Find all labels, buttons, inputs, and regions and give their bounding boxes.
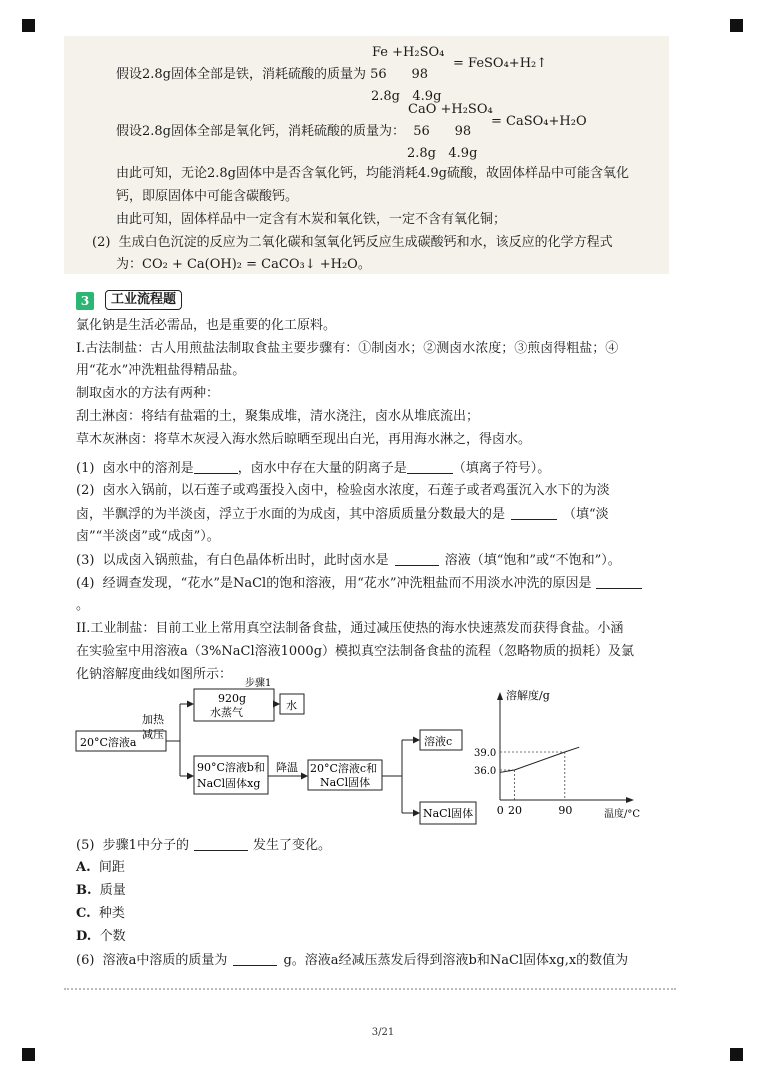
option-letter: B.: [76, 883, 92, 898]
x-tick-0: 0: [496, 804, 504, 817]
conclusion-2: 由此可知，固体样品中一定含有木炭和氧化铁，一定不含有氧化铜；: [116, 212, 507, 227]
option-letter: A.: [76, 860, 91, 875]
y-tick-1: 36.0: [474, 766, 497, 777]
fe-equation-right: = FeSO₄+H₂↑: [453, 56, 548, 71]
flow-nacl-solid: NaCl固体: [423, 807, 474, 820]
q5-text-b: 发生了变化。: [252, 838, 331, 853]
q4-text-a: (4) 经调查发现，“花水”是NaCl的饱和溶液，用“花水”冲洗粗盐而不用淡水冲洗的原因是: [76, 576, 592, 591]
intro-line-5: 刮土淋卤：将结有盐霜的土，聚集成堆，清水浇注，卤水从堆底流出；: [76, 409, 480, 424]
flow-water-label: 水: [286, 699, 297, 712]
q3-text-b: 溶液（填“饱和”或“不饱和”）。: [444, 553, 621, 568]
q4-end: 。: [76, 598, 90, 613]
flow-pressure-label: 减压: [142, 728, 164, 741]
footer-divider: [64, 988, 676, 990]
page-number: 3/21: [371, 1027, 395, 1038]
option-text: 个数: [99, 929, 126, 944]
fe-line: 假设2.8g固体全部是铁，消耗硫酸的质量为 56 98: [116, 67, 429, 82]
q6-text-b: g。溶液a经减压蒸发后得到溶液b和NaCl固体xg,x的数值为: [283, 953, 629, 968]
q2-text-b: （填“淡: [563, 507, 609, 522]
part2-intro-3: 化钠溶解度曲线如图所示：: [76, 667, 233, 682]
fe-masses: 2.8g 4.9g: [371, 89, 442, 104]
option-letter: D.: [76, 929, 92, 944]
cao-line: 假设2.8g固体全部是氧化钙，消耗硫酸的质量为： 56 98: [116, 124, 472, 139]
cao-masses: 2.8g 4.9g: [407, 146, 478, 161]
cao-equation-top: CaO +H₂SO₄: [408, 102, 493, 117]
q1-text-c: （填离子符号）。: [452, 461, 551, 476]
q6-text-a: (6) 溶液a中溶质的质量为: [76, 953, 228, 968]
q5-text-a: (5) 步骤1中分子的: [76, 838, 189, 853]
x-tick-20: 20: [508, 804, 522, 817]
section-title: 工业流程题: [105, 290, 182, 310]
flow-mix-c-line2: NaCl固体: [320, 776, 371, 789]
flow-mix-b-line1: 90°C溶液b和: [197, 761, 265, 774]
q3-text-a: (3) 以成卤入锅煎盐，有白色晶体析出时，此时卤水是: [76, 553, 389, 568]
q2-line-3: 卤”“半淡卤”或“成卤”）。: [76, 529, 220, 544]
q5-blank[interactable]: [194, 836, 248, 851]
option-text: 质量: [99, 883, 126, 898]
flow-steam-mass: 920g: [218, 692, 247, 705]
intro-line-4: 制取卤水的方法有两种：: [76, 386, 220, 401]
intro-line-2: I.古法制盐：古人用煎盐法制取食盐主要步骤有：①制卤水；②测卤水浓度；③煎卤得粗盐；④: [76, 341, 619, 356]
solubility-chart: [470, 686, 650, 822]
q5-option-a[interactable]: [76, 859, 125, 877]
flow-start-label: 20°C溶液a: [80, 736, 137, 749]
part2-intro-2: 在实验室中用溶液a（3%NaCl溶液1000g）模拟真空法制备食盐的流程（忽略物质的损耗）及氯: [76, 644, 635, 659]
chart-x-arrow: [626, 797, 634, 803]
fe-equation-top: Fe +H₂SO₄: [372, 45, 445, 60]
solubility-curve: [500, 747, 579, 772]
flow-mix-b-line2: NaCl固体xg: [197, 777, 261, 790]
flow-mix-c-line1: 20°C溶液c和: [310, 762, 378, 775]
part2-line-a: (2) 生成白色沉淀的反应为二氧化碳和氢氧化钙反应生成碳酸钙和水，该反应的化学方程式: [92, 235, 613, 250]
flow-cool-label: 降温: [276, 761, 298, 774]
section-number-badge: 3: [76, 292, 94, 310]
q5-option-c[interactable]: [76, 905, 125, 923]
q1-text-b: ，卤水中存在大量的阴离子是: [237, 461, 407, 476]
q2-line-1: (2) 卤水入锅前，以石莲子或鸡蛋投入卤中，检验卤水浓度，石莲子或者鸡蛋沉入水下的为淡: [76, 483, 610, 498]
option-letter: C.: [76, 906, 91, 921]
question-6: [76, 951, 628, 970]
conclusion-1a: 由此可知，无论2.8g固体中是否含氧化钙，均能消耗4.9g硫酸，故固体样品中可能含氧化: [116, 166, 629, 181]
chart-y-arrow: [497, 692, 503, 700]
conclusion-1b: 钙，即原固体中可能含碳酸钙。: [116, 189, 299, 204]
y-tick-0: 39.0: [474, 748, 497, 759]
chart-y-label: 溶解度/g: [506, 689, 550, 702]
part2-line-b: 为：CO₂ + Ca(OH)₂ = CaCO₃↓ +H₂O。: [116, 257, 371, 272]
q6-blank[interactable]: [233, 951, 277, 966]
question-5: [76, 836, 331, 855]
q5-option-b[interactable]: [76, 882, 126, 900]
option-text: 间距: [98, 860, 125, 875]
part2-intro-1: II.工业制盐：目前工业上常用真空法制备食盐，通过减压使热的海水快速蒸发而获得食盐。小涵: [76, 621, 624, 636]
intro-line-1: 氯化钠是生活必需品，也是重要的化工原料。: [76, 318, 337, 333]
chart-x-label: 温度/°C: [604, 809, 641, 820]
flow-solution-c: 溶液c: [424, 735, 453, 748]
intro-line-6: 草木灰淋卤：将草木灰浸入海水然后晾晒至现出白光，再用海水淋之，得卤水。: [76, 432, 532, 447]
q1-text-a: (1) 卤水中的溶剂是: [76, 461, 194, 476]
flow-heat-label: 加热: [142, 713, 164, 726]
flow-step1-label: 步骤1: [245, 678, 272, 689]
cao-equation-right: = CaSO₄+H₂O: [491, 114, 587, 129]
q2-text-a: 卤，半飘浮的为半淡卤，浮立于水面的为成卤，其中溶质质量分数最大的是: [76, 507, 506, 522]
intro-line-3: 用“花水”冲洗粗盐得精品盐。: [76, 363, 246, 378]
x-tick-90: 90: [558, 804, 573, 817]
option-text: 种类: [98, 906, 125, 921]
flow-steam-label: 水蒸气: [210, 706, 243, 719]
q5-option-d[interactable]: [76, 928, 126, 946]
